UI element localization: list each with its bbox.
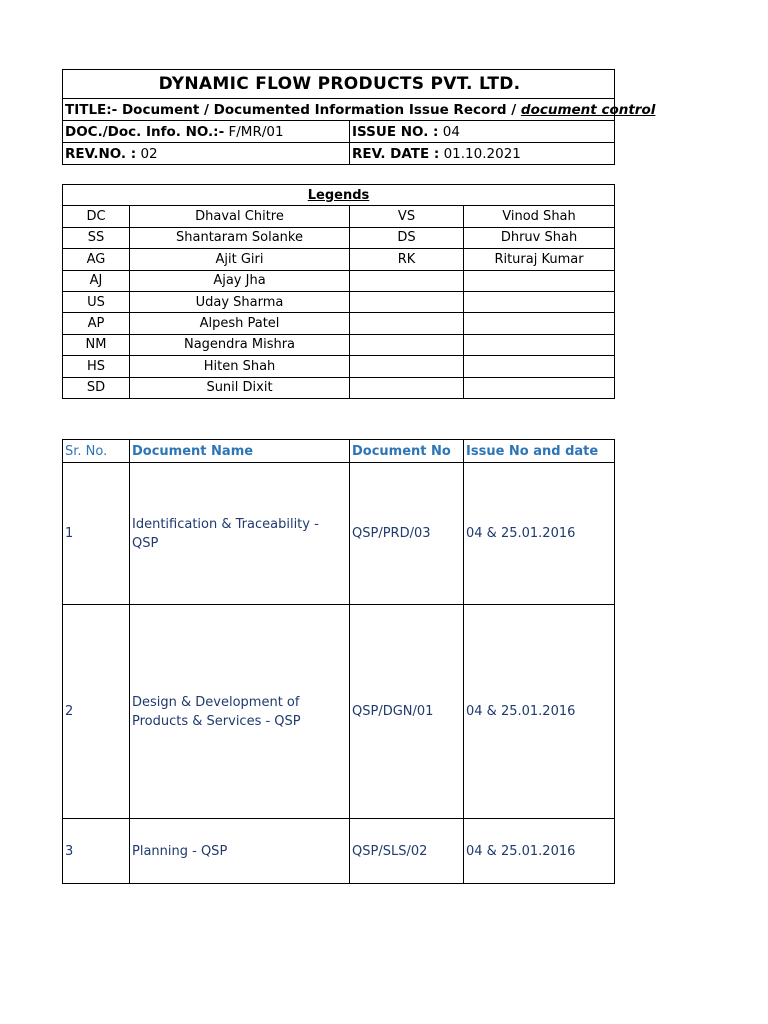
- rev-date-label: REV. DATE :: [352, 145, 440, 162]
- document-issue: 04 & 25.01.2016: [464, 605, 615, 819]
- legend-row: [63, 227, 615, 248]
- document-number: QSP/SLS/02: [350, 819, 464, 884]
- rev-no-label: REV.NO. :: [65, 145, 137, 162]
- header-sr-no: Sr. No.: [63, 440, 130, 463]
- legend-code: AG: [63, 249, 130, 270]
- document-sr-no: 2: [63, 605, 130, 819]
- legends-body: [63, 206, 615, 399]
- legend-row: [63, 270, 615, 291]
- legend-name: Ajay Jha: [130, 270, 350, 291]
- legend-row: [63, 249, 615, 270]
- legend-row: [63, 377, 615, 398]
- legend-code: NM: [63, 334, 130, 355]
- legend-code: DS: [350, 227, 464, 248]
- legend-name: Sunil Dixit: [130, 377, 350, 398]
- legend-code: [350, 356, 464, 377]
- legend-code: DC: [63, 206, 130, 227]
- document-sr-no: 1: [63, 463, 130, 605]
- legend-code: AJ: [63, 270, 130, 291]
- documents-header-row: [63, 440, 615, 463]
- doc-no-label: DOC./Doc. Info. NO.:-: [65, 123, 225, 140]
- legend-name: Hiten Shah: [130, 356, 350, 377]
- legends-heading: Legends: [63, 185, 615, 206]
- legend-name: Dhruv Shah: [464, 227, 615, 248]
- legend-name: Uday Sharma: [130, 291, 350, 312]
- document-issue: 04 & 25.01.2016: [464, 819, 615, 884]
- title-prefix: TITLE:- Document / Documented Information Issue Record /: [65, 101, 521, 118]
- legend-name: [464, 334, 615, 355]
- header-document-name: Document Name: [130, 440, 350, 463]
- legend-name: [464, 270, 615, 291]
- document-sr-no: 3: [63, 819, 130, 884]
- legend-name: [464, 356, 615, 377]
- legend-row: [63, 356, 615, 377]
- header-issue-no-date: Issue No and date: [464, 440, 615, 463]
- document-name: Design & Development of Products & Services - QSP: [130, 605, 350, 819]
- legend-row: [63, 313, 615, 334]
- document-issue: 04 & 25.01.2016: [464, 463, 615, 605]
- legend-name: Ajit Giri: [130, 249, 350, 270]
- legend-name: [464, 377, 615, 398]
- legend-code: [350, 291, 464, 312]
- legend-code: US: [63, 291, 130, 312]
- legend-code: SS: [63, 227, 130, 248]
- legend-code: [350, 313, 464, 334]
- header-table: [62, 69, 656, 165]
- legend-code: [350, 334, 464, 355]
- legend-name: [464, 313, 615, 334]
- documents-body: [63, 463, 615, 884]
- header-document-no: Document No: [350, 440, 464, 463]
- doc-no-value: F/MR/01: [224, 123, 284, 140]
- document-number: QSP/PRD/03: [350, 463, 464, 605]
- legend-name: Shantaram Solanke: [130, 227, 350, 248]
- legend-code: VS: [350, 206, 464, 227]
- legend-row: [63, 291, 615, 312]
- legend-name: Dhaval Chitre: [130, 206, 350, 227]
- document-row: [63, 605, 615, 819]
- legend-code: RK: [350, 249, 464, 270]
- document-name: Identification & Traceability - QSP: [130, 463, 350, 605]
- issue-no-value: 04: [438, 123, 460, 140]
- rev-date-cell: [350, 143, 615, 165]
- document-title: [63, 99, 656, 121]
- legend-code: HS: [63, 356, 130, 377]
- legend-row: [63, 206, 615, 227]
- documents-table: [62, 439, 615, 884]
- legend-code: [350, 377, 464, 398]
- document-name: Planning - QSP: [130, 819, 350, 884]
- document-number: QSP/DGN/01: [350, 605, 464, 819]
- legends-table: [62, 184, 615, 399]
- issue-no-cell: [350, 121, 615, 143]
- legend-code: AP: [63, 313, 130, 334]
- title-italic: document control: [520, 101, 656, 118]
- rev-date-value: 01.10.2021: [439, 145, 521, 162]
- legend-name: Rituraj Kumar: [464, 249, 615, 270]
- legend-name: Nagendra Mishra: [130, 334, 350, 355]
- rev-no-cell: [63, 143, 350, 165]
- legend-name: Alpesh Patel: [130, 313, 350, 334]
- legend-code: [350, 270, 464, 291]
- legend-name: [464, 291, 615, 312]
- issue-no-label: ISSUE NO. :: [352, 123, 439, 140]
- document-row: [63, 463, 615, 605]
- company-name: DYNAMIC FLOW PRODUCTS PVT. LTD.: [63, 70, 615, 99]
- rev-no-value: 02: [136, 145, 158, 162]
- doc-no-cell: [63, 121, 350, 143]
- legend-code: SD: [63, 377, 130, 398]
- legend-row: [63, 334, 615, 355]
- document-row: [63, 819, 615, 884]
- legend-name: Vinod Shah: [464, 206, 615, 227]
